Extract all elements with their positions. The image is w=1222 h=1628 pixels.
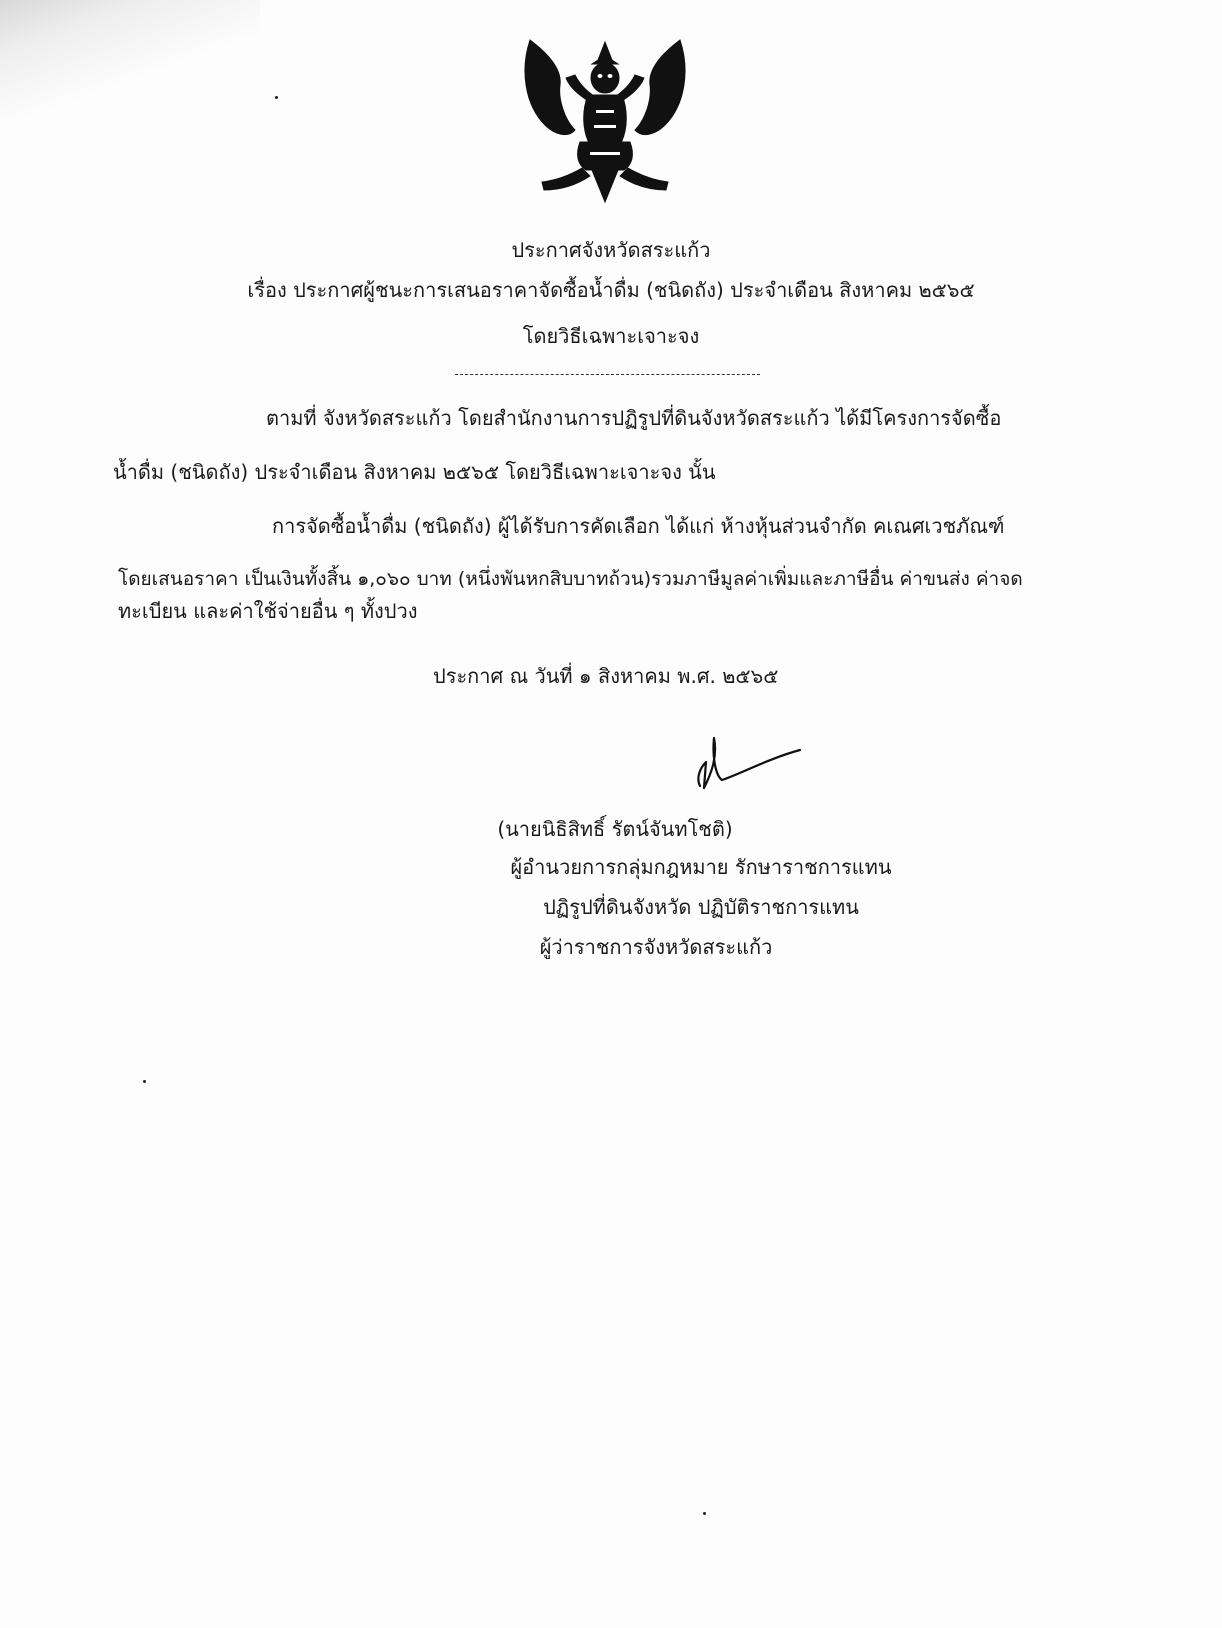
signer-name: (นายนิธิสิทธิ์ รัตน์จันทโชติ) — [497, 817, 733, 841]
scan-speck — [703, 1512, 706, 1515]
scan-shadow — [0, 0, 260, 120]
paragraph1-line2: น้ำดื่ม (ชนิดถัง) ประจำเดือน สิงหาคม ๒๕๖๕ โดยวิธีเฉพาะเจาะจง นั้น — [113, 460, 716, 484]
announcement-title: ประกาศจังหวัดสระแก้ว — [511, 238, 711, 262]
announcement-date: ประกาศ ณ วันที่ ๑ สิงหาคม พ.ศ. ๒๕๖๕ — [433, 664, 779, 688]
signer-position-1: ผู้อำนวยการกลุ่มกฎหมาย รักษาราชการแทน — [510, 855, 892, 879]
paragraph2-line2: โดยเสนอราคา เป็นเงินทั้งสิ้น ๑,๐๖๐ บาท (หนึ่งพันหกสิบบาทถ้วน)รวมภาษีมูลค่าเพิ่มและภาษีอื่น ค่าขนส่ง ค่าจด — [118, 568, 1023, 590]
scan-speck — [143, 1080, 146, 1083]
announcement-method: โดยวิธีเฉพาะเจาะจง — [522, 324, 700, 348]
paragraph2-line3: ทะเบียน และค่าใช้จ่ายอื่น ๆ ทั้งปวง — [118, 599, 418, 623]
handwritten-signature — [690, 728, 810, 798]
signer-position-2: ปฏิรูปที่ดินจังหวัด ปฏิบัติราชการแทน — [543, 895, 859, 919]
signer-position-3: ผู้ว่าราชการจังหวัดสระแก้ว — [539, 935, 773, 959]
paragraph2-line1: การจัดซื้อน้ำดื่ม (ชนิดถัง) ผู้ได้รับการคัดเลือก ได้แก่ ห้างหุ้นส่วนจำกัด คเณศเวชภัณฑ์ — [272, 514, 1005, 538]
title-separator — [455, 374, 760, 375]
garuda-emblem-icon — [520, 30, 690, 205]
scan-speck — [275, 96, 278, 99]
paragraph1-line1: ตามที่ จังหวัดสระแก้ว โดยสำนักงานการปฏิรูปที่ดินจังหวัดสระแก้ว ได้มีโครงการจัดซื้อ — [266, 406, 1002, 430]
announcement-subject: เรื่อง ประกาศผู้ชนะการเสนอราคาจัดซื้อน้ำดื่ม (ชนิดถัง) ประจำเดือน สิงหาคม ๒๕๖๕ — [247, 278, 975, 302]
